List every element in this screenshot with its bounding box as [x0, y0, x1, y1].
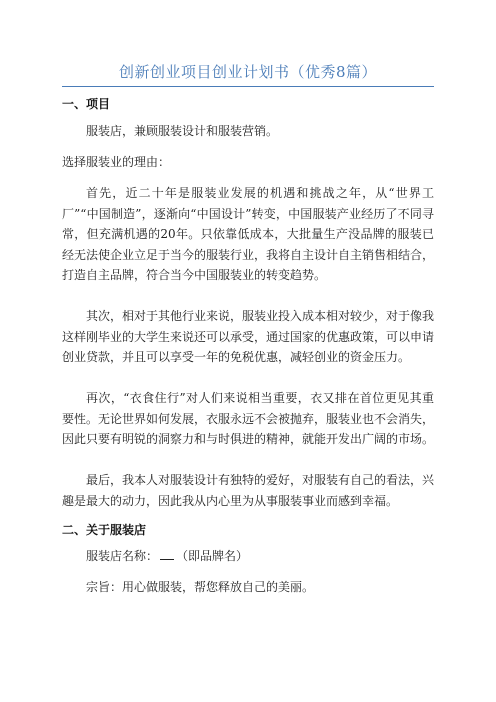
paragraph-reason-second: 其次，相对于其他行业来说，服装业投入成本相对较少，对于像我这样刚毕业的大学生来说还可以承受，通过国家的优惠政策，可以申请创业贷款，并且可以享受一年的免税优惠，减轻创业的资金压力。: [62, 309, 435, 364]
document-title: 创新创业项目创业计划书（优秀8篇）: [118, 63, 378, 81]
paragraph-reasons-intro: 选择服装业的理由：: [62, 155, 171, 169]
paragraph-store-name: [62, 546, 434, 567]
paragraph-project-description: 服装店，兼顾服装设计和服装营销。: [86, 124, 279, 138]
paragraph-reason-first: 首先，近二十年是服装业发展的机遇和挑战之年，从“世界工厂”“中国制造”，逐渐向“中国设计”转变，中国服装产业经历了不同寻常，但充满机遇的20年。只依靠低成本，大批量生产没品牌的服装已经无法使企业立足于当今的服装行业，我将自主设计自主销售相结合，打造自主品牌，符合当今中国服装业的转变趋势。: [62, 186, 435, 282]
store-name-label: 服装店名称：: [86, 549, 159, 563]
paragraph-store-purpose: 宗旨：用心做服装，帮您释放自己的美丽。: [86, 580, 315, 594]
store-name-note: （即品牌名）: [176, 549, 249, 563]
store-name-blank: [160, 549, 174, 560]
paragraph-reason-last: 最后，我本人对服装设计有独特的爱好，对服装有自己的看法，兴趣是最大的动力，因此我从内心里为从事服装事业而感到幸福。: [62, 473, 435, 508]
section-heading-store: 二、关于服装店: [62, 523, 147, 537]
paragraph-reason-third: 再次，“衣食住行”对人们来说相当重要，衣又排在首位更见其重要性。无论世界如何发展，衣服永远不会被抛弃，服装业也不会消失，因此只要有明锐的洞察力和与时俱进的精神，就能开发出广阔的市场。: [62, 391, 435, 446]
section-heading-project: 一、项目: [62, 97, 111, 111]
title-underline: [62, 86, 434, 87]
